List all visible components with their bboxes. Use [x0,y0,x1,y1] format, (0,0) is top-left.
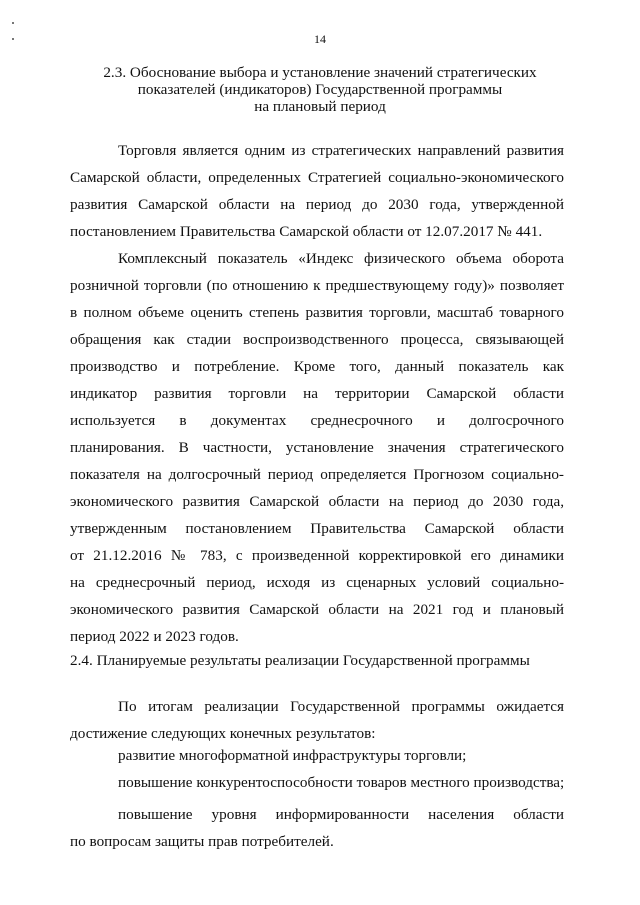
text-line: постановлением Правительства Самарской области от 12.07.2017 № 441. [70,223,543,240]
text-line: на среднесрочный период, исходя из сценарных условий социально- [70,574,564,591]
text-line: показателя на долгосрочный период определяется Прогнозом социально- [70,466,564,483]
text-line: Самарской области, определенных Стратегией социально-экономического [70,169,564,186]
title-line: показателей (индикаторов) Государственной программы [137,81,503,98]
section-2-3-paragraph-1 [70,137,564,245]
text-line: По итогам реализации Государственной программы ожидается [118,698,564,715]
text-line: индикатор развития торговли на территории Самарской области [70,385,564,402]
text-line: развития Самарской области на период до 2030 года, утвержденной [70,196,564,213]
text-line: экономического развития Самарской области на период до 2030 года, [70,493,564,510]
text-line: используется в документах среднесрочного и долгосрочного [70,412,564,429]
scan-speck [12,22,14,24]
text-line: от 21.12.2016 № 783, с произведенной корректировкой его динамики [70,547,564,564]
section-2-3-paragraph-2 [70,245,564,650]
section-2-3-title [70,64,570,115]
text-line: производство и потребление. Кроме того, данный показатель как [70,358,564,375]
section-2-4-intro [70,693,564,747]
title-line: на плановый период [254,98,386,115]
page-number: 14 [314,32,326,46]
text-line: розничной торговли (по отношению к предшествующему году)» позволяет [70,277,564,294]
result-item: развитие многоформатной инфраструктуры торговли; [118,747,467,764]
result-item: повышение конкурентоспособности товаров местного производства; [118,774,565,791]
text-line: достижение следующих конечных результатов: [70,725,376,742]
text-line: Комплексный показатель «Индекс физического объема оборота [118,250,564,267]
text-line: повышение уровня информированности населения области [118,806,564,823]
section-2-4-title: 2.4. Планируемые результаты реализации Государственной программы [70,652,530,669]
text-line: обращения как стадии воспроизводственного процесса, связывающей [70,331,564,348]
text-line: по вопросам защиты прав потребителей. [70,833,334,850]
text-line: планирования. В частности, установление значения стратегического [70,439,564,456]
text-line: утвержденным постановлением Правительства Самарской области [70,520,564,537]
result-item-last [70,801,564,855]
text-line: период 2022 и 2023 годов. [70,628,239,645]
text-line: в полном объеме оценить степень развития торговли, масштаб товарного [70,304,564,321]
text-line: экономического развития Самарской области на 2021 год и плановый [70,601,564,618]
text-line: Торговля является одним из стратегических направлений развития [118,142,564,159]
title-line: 2.3. Обоснование выбора и установление значений стратегических [103,64,537,81]
